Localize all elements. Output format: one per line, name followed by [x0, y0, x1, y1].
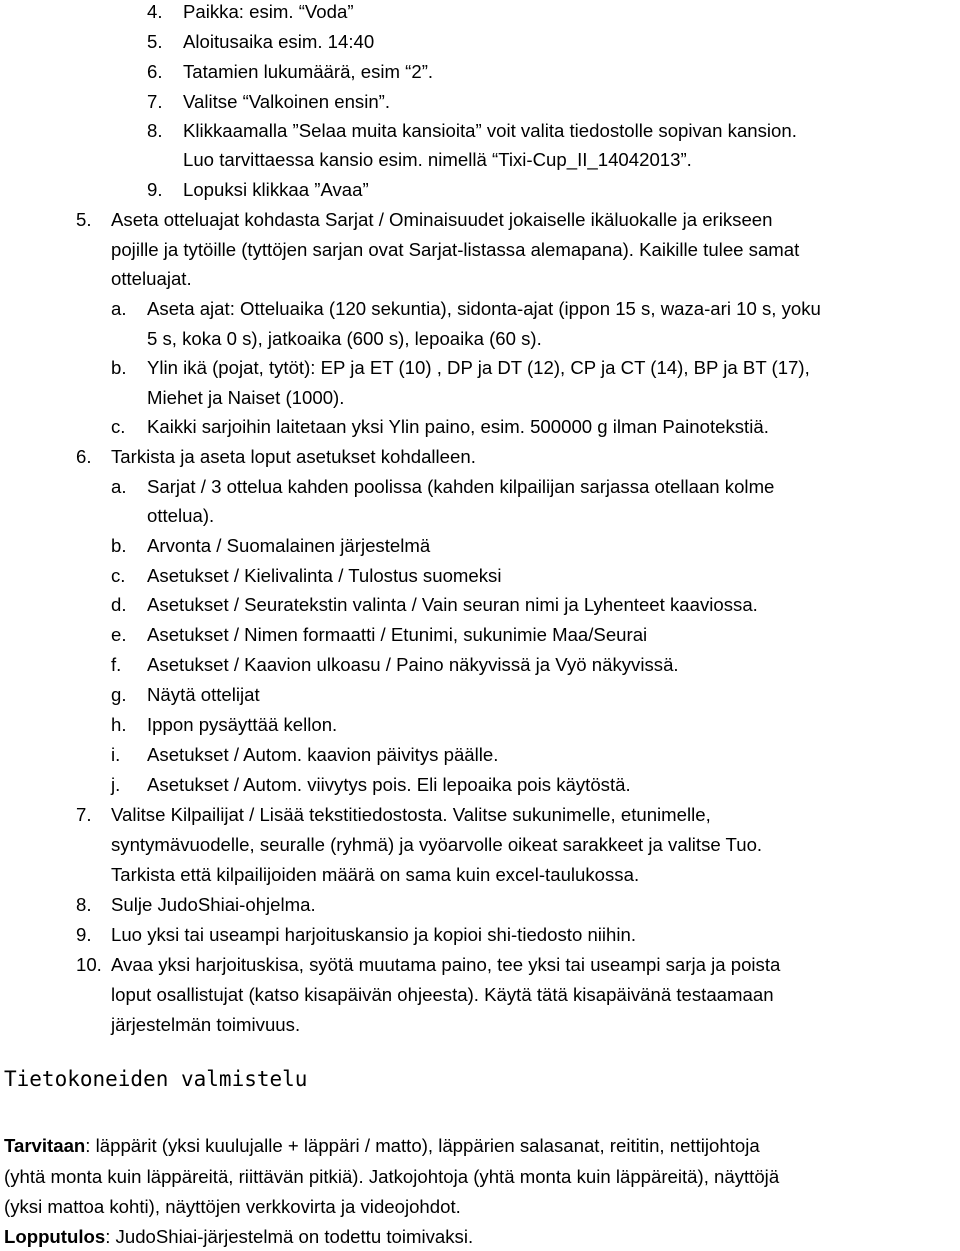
- list-item-text: otteluajat.: [111, 268, 192, 289]
- sub-item-text: Asetukset / Seuratekstin valinta / Vain seuran nimi ja Lyhenteet kaaviossa.: [147, 594, 758, 615]
- tarvitaan-label: Tarvitaan: [4, 1135, 86, 1156]
- sub-letter: g.: [111, 684, 127, 705]
- sub-letter: d.: [111, 594, 127, 615]
- sub-item-text: Kaikki sarjoihin laitetaan yksi Ylin paino, esim. 500000 g ilman Painotekstiä.: [147, 416, 769, 437]
- sub-letter: a.: [111, 476, 127, 497]
- sub-item-text: Asetukset / Kaavion ulkoasu / Paino näkyvissä ja Vyö näkyvissä.: [147, 654, 679, 675]
- sub-item-text: Asetukset / Autom. kaavion päivitys päälle.: [147, 744, 499, 765]
- sub-letter: f.: [111, 654, 122, 675]
- lopputulos-paragraph: [4, 1225, 473, 1249]
- list-number: 6.: [76, 446, 92, 467]
- paragraph-text: : läppärit (yksi kuulujalle + läppäri / matto), läppärien salasanat, reititin, nettijohtoja: [85, 1135, 760, 1156]
- list-number: 5.: [76, 209, 92, 230]
- sub-item-text: 5 s, koka 0 s), jatkoaika (600 s), lepoaika (60 s).: [147, 328, 542, 349]
- section-heading: Tietokoneiden valmistelu: [4, 1067, 308, 1091]
- list-item-text: syntymävuodelle, seuralle (ryhmä) ja vyöarvolle oikeat sarakkeet ja valitse Tuo.: [111, 834, 763, 855]
- sub-letter: b.: [111, 357, 127, 378]
- list-number: 7.: [76, 804, 92, 825]
- sub-item-text: Asetukset / Kielivalinta / Tulostus suomeksi: [147, 565, 502, 586]
- list-item-text: pojille ja tytöille (tyttöjen sarjan ovat Sarjat-listassa alemapana). Kaikille tulee samat: [111, 239, 800, 260]
- sub-item-text: Arvonta / Suomalainen järjestelmä: [147, 535, 431, 556]
- list-item-text: Lopuksi klikkaa ”Avaa”: [183, 179, 369, 200]
- list-item-text: Aloitusaika esim. 14:40: [183, 31, 375, 52]
- list-number: 7.: [147, 91, 163, 112]
- sub-letter: j.: [111, 774, 121, 795]
- sub-item-text: Sarjat / 3 ottelua kahden poolissa (kahden kilpailijan sarjassa otellaan kolme: [147, 476, 775, 497]
- list-number: 8.: [76, 894, 92, 915]
- paragraph-text: (yhtä monta kuin läppäreitä, riittävän pitkiä). Jatkojohtoja (yhtä monta kuin läppäreitä), näyttöjä: [4, 1166, 780, 1187]
- sub-letter: b.: [111, 535, 127, 556]
- list-item-text: Paikka: esim. “Voda”: [183, 1, 354, 22]
- sub-item-text: Miehet ja Naiset (1000).: [147, 387, 345, 408]
- list-item-text: loput osallistujat (katso kisapäivän ohjeesta). Käytä tätä kisapäivänä testaamaan: [111, 984, 774, 1005]
- list-item-text: Tarkista että kilpailijoiden määrä on sama kuin excel-taulukossa.: [111, 864, 640, 885]
- list-item-text: Luo yksi tai useampi harjoituskansio ja kopioi shi-tiedosto niihin.: [111, 924, 637, 945]
- sub-item-text: Näytä ottelijat: [147, 684, 260, 705]
- sub-letter: e.: [111, 624, 127, 645]
- list-number: 4.: [147, 1, 163, 22]
- list-item-text: Aseta otteluajat kohdasta Sarjat / Ominaisuudet jokaiselle ikäluokalle ja erikseen: [111, 209, 773, 230]
- sub-item-text: ottelua).: [147, 505, 215, 526]
- list-number: 8.: [147, 120, 163, 141]
- list-item-text: Sulje JudoShiai-ohjelma.: [111, 894, 316, 915]
- list-number: 9.: [147, 179, 163, 200]
- list-item-text: Valitse Kilpailijat / Lisää tekstitiedostosta. Valitse sukunimelle, etunimelle,: [111, 804, 711, 825]
- paragraph-text: (yksi mattoa kohti), näyttöjen verkkovirta ja videojohdot.: [4, 1196, 461, 1217]
- sub-item-text: Asetukset / Autom. viivytys pois. Eli lepoaika pois käytöstä.: [147, 774, 631, 795]
- list-item-text: järjestelmän toimivuus.: [111, 1014, 301, 1035]
- list-number: 9.: [76, 924, 92, 945]
- sub-letter: h.: [111, 714, 127, 735]
- list-number: 6.: [147, 61, 163, 82]
- sub-item-text: Ylin ikä (pojat, tytöt): EP ja ET (10) , DP ja DT (12), CP ja CT (14), BP ja BT (17),: [147, 357, 810, 378]
- lopputulos-label: Lopputulos: [4, 1226, 106, 1247]
- sub-item-text: Aseta ajat: Otteluaika (120 sekuntia), sidonta-ajat (ippon 15 s, waza-ari 10 s, yoku: [147, 298, 821, 319]
- list-number: 5.: [147, 31, 163, 52]
- list-item-text: Luo tarvittaessa kansio esim. nimellä “Tixi-Cup_II_14042013”.: [183, 149, 692, 170]
- list-item-text: Klikkaamalla ”Selaa muita kansioita” voit valita tiedostolle sopivan kansion.: [183, 120, 797, 141]
- list-item-text: Avaa yksi harjoituskisa, syötä muutama paino, tee yksi tai useampi sarja ja poista: [111, 954, 781, 975]
- sub-letter: c.: [111, 565, 126, 586]
- list-number: 10.: [76, 954, 102, 975]
- paragraph-text: : JudoShiai-järjestelmä on todettu toimivaksi.: [105, 1226, 474, 1247]
- list-item-text: Tarkista ja aseta loput asetukset kohdalleen.: [111, 446, 476, 467]
- list-item-text: Tatamien lukumäärä, esim “2”.: [183, 61, 434, 82]
- sub-letter: c.: [111, 416, 126, 437]
- sub-letter: a.: [111, 298, 127, 319]
- sub-item-text: Asetukset / Nimen formaatti / Etunimi, sukunimie Maa/Seurai: [147, 624, 648, 645]
- sub-letter: i.: [111, 744, 121, 765]
- list-item-text: Valitse “Valkoinen ensin”.: [183, 91, 391, 112]
- sub-item-text: Ippon pysäyttää kellon.: [147, 714, 338, 735]
